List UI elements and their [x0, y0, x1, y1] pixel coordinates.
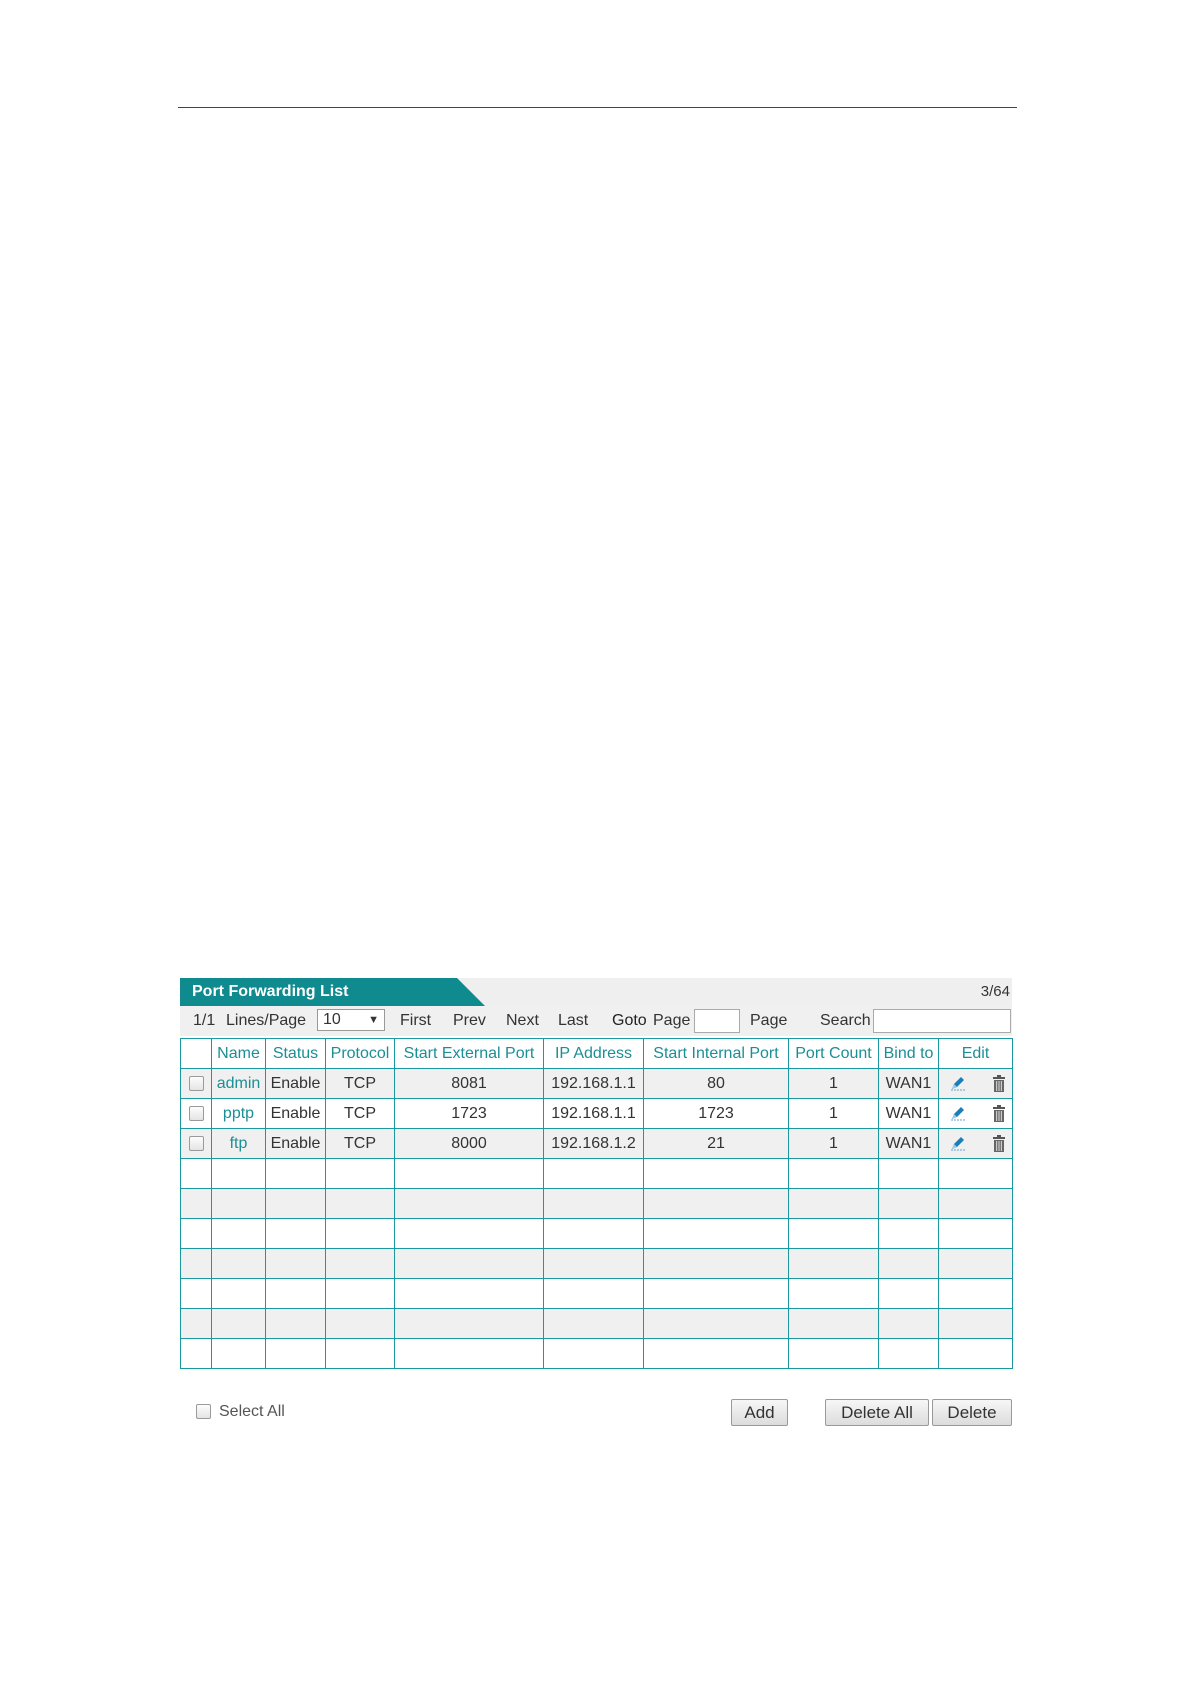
empty-row	[181, 1279, 1013, 1309]
header-bind-to: Bind to	[879, 1039, 939, 1069]
first-page-link[interactable]: First	[400, 1012, 432, 1029]
rule-name-link[interactable]: admin	[212, 1069, 266, 1099]
row-checkbox[interactable]	[189, 1136, 204, 1151]
table-row	[181, 1099, 1013, 1129]
empty-row	[181, 1249, 1013, 1279]
empty-row	[181, 1159, 1013, 1189]
lines-per-page-select[interactable]	[317, 1009, 385, 1031]
trash-icon[interactable]	[992, 1135, 1006, 1157]
status-cell: Enable	[266, 1129, 326, 1159]
ip-address-cell: 192.168.1.1	[544, 1069, 644, 1099]
page-header-rule	[178, 107, 1017, 108]
delete-button[interactable]: Delete	[932, 1399, 1012, 1426]
header-ip-address: IP Address	[544, 1039, 644, 1069]
edit-cell	[939, 1129, 1013, 1159]
protocol-cell: TCP	[326, 1099, 395, 1129]
header-status: Status	[266, 1039, 326, 1069]
goto-page-input[interactable]	[694, 1009, 740, 1033]
bind-to-cell: WAN1	[879, 1129, 939, 1159]
header-edit: Edit	[939, 1039, 1013, 1069]
port-count-cell: 1	[789, 1099, 879, 1129]
page-indicator: 1/1	[193, 1012, 216, 1029]
header-start-internal-port: Start Internal Port	[644, 1039, 789, 1069]
lines-per-page-value: 10	[323, 1011, 341, 1028]
next-page-link[interactable]: Next	[506, 1012, 539, 1029]
internal-port-cell: 21	[644, 1129, 789, 1159]
port-forwarding-table	[180, 1038, 1013, 1369]
header-start-external-port: Start External Port	[395, 1039, 544, 1069]
rule-name-link[interactable]: ftp	[212, 1129, 266, 1159]
internal-port-cell: 1723	[644, 1099, 789, 1129]
trash-icon[interactable]	[992, 1105, 1006, 1127]
search-input[interactable]	[873, 1009, 1011, 1033]
pagination-toolbar	[180, 1006, 1012, 1036]
ip-address-cell: 192.168.1.2	[544, 1129, 644, 1159]
empty-row	[181, 1309, 1013, 1339]
header-protocol: Protocol	[326, 1039, 395, 1069]
port-count-cell: 1	[789, 1129, 879, 1159]
empty-row	[181, 1219, 1013, 1249]
status-cell: Enable	[266, 1099, 326, 1129]
table-row	[181, 1129, 1013, 1159]
table-header-row	[181, 1039, 1013, 1069]
empty-row	[181, 1189, 1013, 1219]
internal-port-cell: 80	[644, 1069, 789, 1099]
panel-title-bar	[180, 978, 1012, 1006]
external-port-cell: 8081	[395, 1069, 544, 1099]
external-port-cell: 8000	[395, 1129, 544, 1159]
header-port-count: Port Count	[789, 1039, 879, 1069]
pencil-icon[interactable]	[949, 1104, 967, 1127]
select-all-control[interactable]	[196, 1403, 285, 1421]
row-checkbox[interactable]	[189, 1076, 204, 1091]
status-cell: Enable	[266, 1069, 326, 1099]
add-button[interactable]: Add	[731, 1399, 788, 1426]
rule-name-link[interactable]: pptp	[212, 1099, 266, 1129]
protocol-cell: TCP	[326, 1069, 395, 1099]
last-page-link[interactable]: Last	[558, 1012, 589, 1029]
action-footer	[180, 1399, 1012, 1449]
pencil-icon[interactable]	[949, 1074, 967, 1097]
empty-row	[181, 1339, 1013, 1369]
port-forwarding-panel	[180, 978, 1012, 1449]
goto-button[interactable]: Goto	[612, 1012, 647, 1029]
port-count-cell: 1	[789, 1069, 879, 1099]
dropdown-arrow-icon: ▼	[368, 1014, 379, 1026]
pencil-icon[interactable]	[949, 1134, 967, 1157]
trash-icon[interactable]	[992, 1075, 1006, 1097]
bind-to-cell: WAN1	[879, 1069, 939, 1099]
edit-cell	[939, 1069, 1013, 1099]
search-label: Search	[820, 1012, 871, 1029]
row-checkbox[interactable]	[189, 1106, 204, 1121]
header-select	[181, 1039, 212, 1069]
lines-per-page-label: Lines/Page	[226, 1012, 307, 1029]
ip-address-cell: 192.168.1.1	[544, 1099, 644, 1129]
protocol-cell: TCP	[326, 1129, 395, 1159]
select-all-label: Select All	[219, 1403, 285, 1420]
edit-cell	[939, 1099, 1013, 1129]
panel-title: Port Forwarding List	[192, 983, 349, 1000]
select-all-checkbox[interactable]	[196, 1404, 211, 1419]
prev-page-link[interactable]: Prev	[453, 1012, 486, 1029]
bind-to-cell: WAN1	[879, 1099, 939, 1129]
table-row	[181, 1069, 1013, 1099]
goto-page-label: Page	[653, 1012, 691, 1029]
external-port-cell: 1723	[395, 1099, 544, 1129]
header-name: Name	[212, 1039, 266, 1069]
page-suffix-label: Page	[750, 1012, 788, 1029]
delete-all-button[interactable]: Delete All	[825, 1399, 929, 1426]
entry-count: 3/64	[980, 983, 1010, 1000]
